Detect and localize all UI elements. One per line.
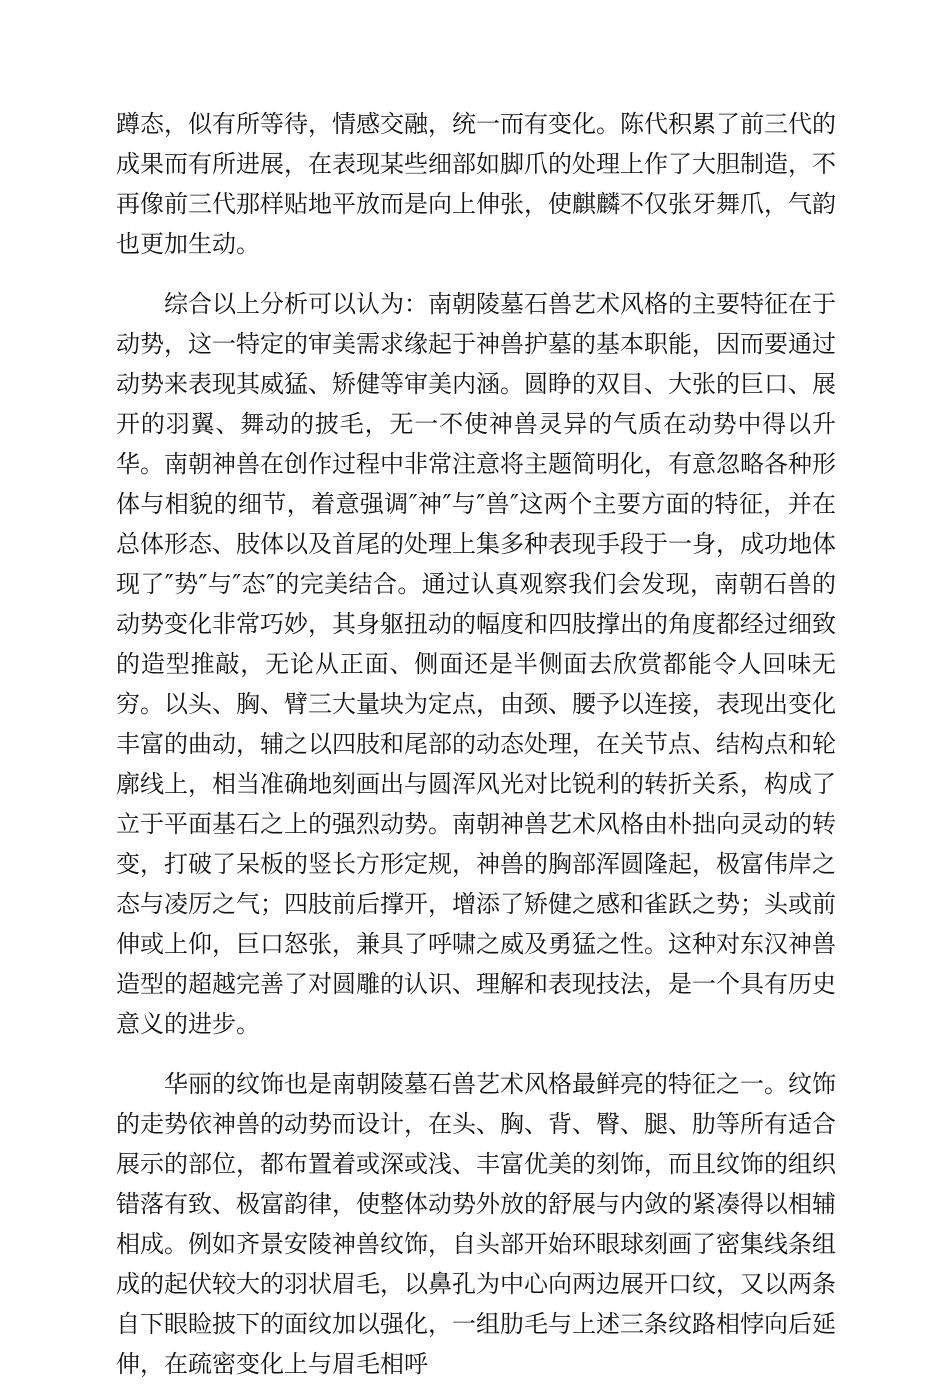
- paragraph-3: 华丽的纹饰也是南朝陵墓石兽艺术风格最鲜亮的特征之一。纹饰的走势依神兽的动势而设计，在头、胸、背、臀、腿、肋等所有适合展示的部位，都布置着或深或浅、丰富优美的刻饰，而且纹饰的组织错落有致、极富韵律，使整体动势外放的舒展与内敛的紧凑得以相辅相成。例如齐景安陵神兽纹饰，自头部开始环眼球刻画了密集线条组成的起伏较大的羽状眉毛，以鼻孔为中心向两边展开口纹，又以两条自下眼睑披下的面纹加以强化，一组肋毛与上述三条纹路相悖向后延伸，在疏密变化上与眉毛相呼: [116, 1070, 836, 1378]
- paragraph-2: 综合以上分析可以认为：南朝陵墓石兽艺术风格的主要特征在于动势，这一特定的审美需求缘起于神兽护墓的基本职能，因而要通过动势来表现其威猛、矫健等审美内涵。圆睁的双目、大张的巨口、展开的羽翼、舞动的披毛，无一不使神兽灵异的气质在动势中得以升华。南朝神兽在创作过程中非常注意将主题简明化，有意忽略各种形体与相貌的细节，着意强调″神″与″兽″这两个主要方面的特征，并在总体形态、肢体以及首尾的处理上集多种表现手段于一身，成功地体现了″势″与″态″的完美结合。通过认真观察我们会发现，南朝石兽的动势变化非常巧妙，其身躯扭动的幅度和四肢撑出的角度都经过细致的造型推敲，无论从正面、侧面还是半侧面去欣赏都能令人回味无穷。以头、胸、臂三大量块为定点，由颈、腰予以连接，表现出变化丰富的曲动，辅之以四肢和尾部的动态处理，在关节点、结构点和轮廓线上，相当准确地刻画出与圆浑风光对比锐利的转折关系，构成了立于平面基石之上的强烈动势。南朝神兽艺术风格由朴拙向灵动的转变，打破了呆板的竖长方形定规，神兽的胸部浑圆隆起，极富伟岸之态与凌厉之气；四肢前后撑开，增添了矫健之感和雀跃之势；头或前伸或上仰，巨口怒张，兼具了呼啸之威及勇猛之性。这种对东汉神兽造型的超越完善了对圆雕的认识、理解和表现技法，是一个具有历史意义的进步。: [116, 290, 836, 1038]
- paragraph-1: 蹲态，似有所等待，情感交融，统一而有变化。陈代积累了前三代的成果而有所进展，在表现某些细部如脚爪的处理上作了大胆制造，不再像前三代那样贴地平放而是向上伸张，使麒麟不仅张牙舞爪，气韵也更加生动。: [116, 110, 836, 258]
- document-page: [116, 104, 836, 1384]
